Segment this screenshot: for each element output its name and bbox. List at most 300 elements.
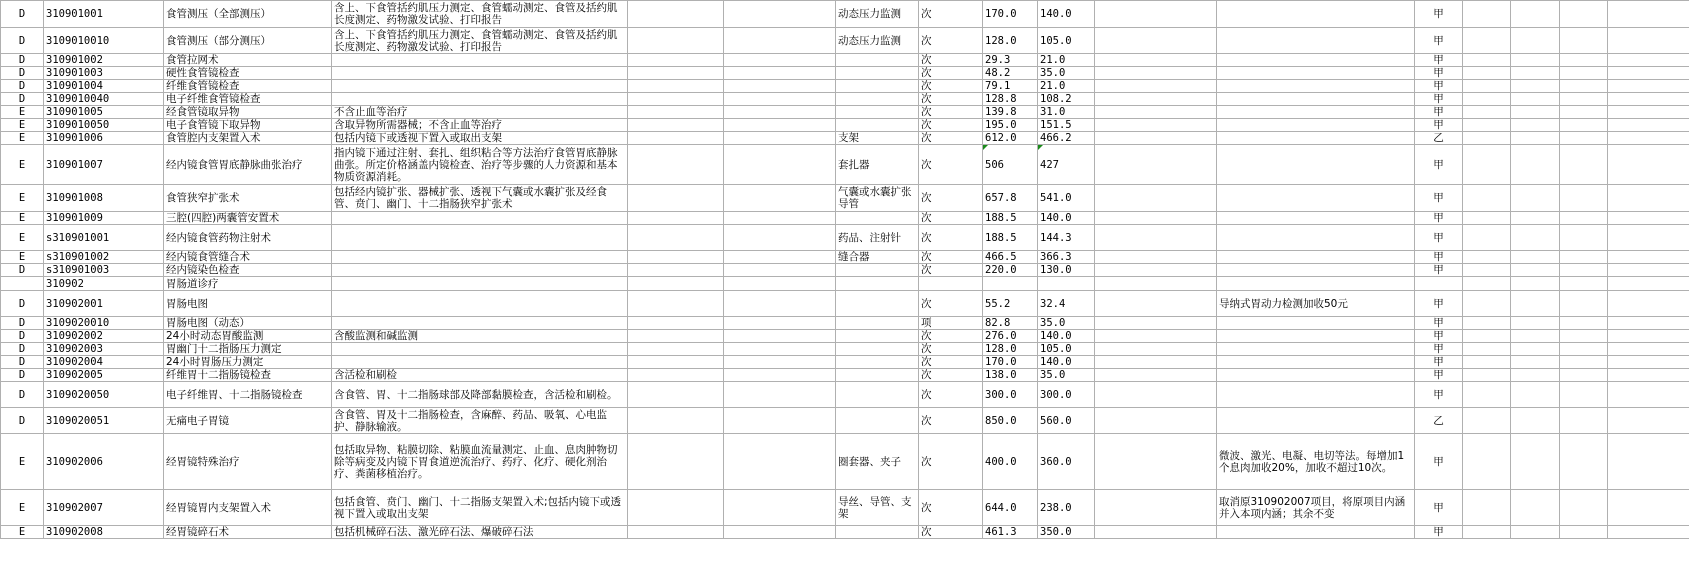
item-name-cell[interactable]: 食管拉网术 <box>164 54 332 67</box>
price-1-cell[interactable]: 850.0 <box>983 408 1038 434</box>
empty-cell[interactable] <box>1095 382 1217 408</box>
price-2-cell[interactable]: 360.0 <box>1038 434 1095 490</box>
price-2-cell[interactable]: 35.0 <box>1038 67 1095 80</box>
item-code-cell[interactable]: 310902007 <box>44 490 164 526</box>
excluded-items-cell[interactable]: 支架 <box>836 132 919 145</box>
empty-cell[interactable] <box>1560 526 1608 539</box>
empty-cell[interactable] <box>1511 264 1560 277</box>
unit-cell[interactable]: 次 <box>919 225 983 251</box>
empty-cell[interactable] <box>628 212 724 225</box>
price-1-cell[interactable]: 79.1 <box>983 80 1038 93</box>
empty-cell[interactable] <box>724 251 836 264</box>
empty-cell[interactable] <box>1463 291 1511 317</box>
item-content-cell[interactable] <box>332 93 628 106</box>
empty-cell[interactable] <box>1095 106 1217 119</box>
item-content-cell[interactable]: 含活检和刷检 <box>332 369 628 382</box>
item-content-cell[interactable] <box>332 54 628 67</box>
unit-cell[interactable]: 次 <box>919 145 983 185</box>
empty-cell[interactable] <box>628 225 724 251</box>
item-content-cell[interactable] <box>332 251 628 264</box>
empty-cell[interactable] <box>1095 1 1217 28</box>
empty-cell[interactable] <box>1511 67 1560 80</box>
empty-cell[interactable] <box>724 369 836 382</box>
empty-cell[interactable] <box>1560 54 1608 67</box>
empty-cell[interactable] <box>724 212 836 225</box>
item-code-cell[interactable]: s310901003 <box>44 264 164 277</box>
empty-cell[interactable] <box>724 382 836 408</box>
empty-cell[interactable] <box>724 264 836 277</box>
empty-cell[interactable] <box>1608 80 1689 93</box>
empty-cell[interactable] <box>1608 291 1689 317</box>
empty-cell[interactable] <box>1511 212 1560 225</box>
excluded-items-cell[interactable]: 动态压力监测 <box>836 28 919 54</box>
unit-cell[interactable]: 次 <box>919 212 983 225</box>
category-cell[interactable]: 甲 <box>1415 185 1463 212</box>
row-type-cell[interactable]: D <box>1 330 44 343</box>
note-cell[interactable] <box>1217 264 1415 277</box>
empty-cell[interactable] <box>1095 356 1217 369</box>
unit-cell[interactable]: 次 <box>919 343 983 356</box>
category-cell[interactable]: 甲 <box>1415 225 1463 251</box>
empty-cell[interactable] <box>628 317 724 330</box>
empty-cell[interactable] <box>724 106 836 119</box>
price-2-cell[interactable]: 541.0 <box>1038 185 1095 212</box>
empty-cell[interactable] <box>1511 93 1560 106</box>
empty-cell[interactable] <box>1463 145 1511 185</box>
row-type-cell[interactable]: E <box>1 526 44 539</box>
empty-cell[interactable] <box>1095 80 1217 93</box>
empty-cell[interactable] <box>724 1 836 28</box>
empty-cell[interactable] <box>1560 185 1608 212</box>
price-2-cell[interactable]: 427 <box>1038 145 1095 185</box>
row-type-cell[interactable]: D <box>1 382 44 408</box>
empty-cell[interactable] <box>1463 277 1511 291</box>
category-cell[interactable]: 乙 <box>1415 132 1463 145</box>
empty-cell[interactable] <box>1511 1 1560 28</box>
row-type-cell[interactable]: E <box>1 434 44 490</box>
item-content-cell[interactable]: 含酸监测和碱监测 <box>332 330 628 343</box>
empty-cell[interactable] <box>724 145 836 185</box>
unit-cell[interactable]: 次 <box>919 369 983 382</box>
empty-cell[interactable] <box>1560 106 1608 119</box>
empty-cell[interactable] <box>1095 369 1217 382</box>
excluded-items-cell[interactable] <box>836 382 919 408</box>
empty-cell[interactable] <box>724 291 836 317</box>
empty-cell[interactable] <box>1511 28 1560 54</box>
unit-cell[interactable]: 次 <box>919 251 983 264</box>
price-2-cell[interactable]: 140.0 <box>1038 212 1095 225</box>
excluded-items-cell[interactable] <box>836 54 919 67</box>
item-name-cell[interactable]: 胃肠电图（动态） <box>164 317 332 330</box>
empty-cell[interactable] <box>1095 93 1217 106</box>
item-name-cell[interactable]: 食管测压（部分测压） <box>164 28 332 54</box>
item-code-cell[interactable]: 310901003 <box>44 67 164 80</box>
category-cell[interactable]: 甲 <box>1415 119 1463 132</box>
unit-cell[interactable]: 次 <box>919 490 983 526</box>
empty-cell[interactable] <box>1511 119 1560 132</box>
item-name-cell[interactable]: 食管腔内支架置入术 <box>164 132 332 145</box>
empty-cell[interactable] <box>1511 225 1560 251</box>
item-name-cell[interactable]: 经内镜染色检查 <box>164 264 332 277</box>
item-name-cell[interactable]: 胃幽门十二指肠压力测定 <box>164 343 332 356</box>
empty-cell[interactable] <box>724 434 836 490</box>
price-1-cell[interactable]: 170.0 <box>983 1 1038 28</box>
empty-cell[interactable] <box>724 526 836 539</box>
price-2-cell[interactable]: 21.0 <box>1038 54 1095 67</box>
excluded-items-cell[interactable] <box>836 93 919 106</box>
note-cell[interactable]: 微波、激光、电凝、电切等法。每增加1个息肉加收20%，加收不超过10次。 <box>1217 434 1415 490</box>
unit-cell[interactable]: 次 <box>919 1 983 28</box>
empty-cell[interactable] <box>1095 526 1217 539</box>
empty-cell[interactable] <box>1511 145 1560 185</box>
empty-cell[interactable] <box>1608 330 1689 343</box>
empty-cell[interactable] <box>628 264 724 277</box>
note-cell[interactable] <box>1217 212 1415 225</box>
item-name-cell[interactable]: 纤维胃十二指肠镜检查 <box>164 369 332 382</box>
empty-cell[interactable] <box>1095 343 1217 356</box>
empty-cell[interactable] <box>1463 1 1511 28</box>
item-name-cell[interactable]: 经胃镜胃内支架置入术 <box>164 490 332 526</box>
price-2-cell[interactable]: 105.0 <box>1038 343 1095 356</box>
empty-cell[interactable] <box>724 317 836 330</box>
empty-cell[interactable] <box>1511 54 1560 67</box>
empty-cell[interactable] <box>1511 330 1560 343</box>
empty-cell[interactable] <box>1095 277 1217 291</box>
item-content-cell[interactable] <box>332 80 628 93</box>
excluded-items-cell[interactable] <box>836 343 919 356</box>
unit-cell[interactable]: 次 <box>919 93 983 106</box>
item-code-cell[interactable]: 3109010010 <box>44 28 164 54</box>
empty-cell[interactable] <box>1560 225 1608 251</box>
item-content-cell[interactable]: 含上、下食管括约肌压力测定、食管蠕动测定、食管及括约肌长度测定、药物激发试验、打印报告 <box>332 1 628 28</box>
empty-cell[interactable] <box>1095 330 1217 343</box>
note-cell[interactable] <box>1217 80 1415 93</box>
empty-cell[interactable] <box>1463 343 1511 356</box>
price-1-cell[interactable]: 400.0 <box>983 434 1038 490</box>
item-code-cell[interactable]: 310902005 <box>44 369 164 382</box>
empty-cell[interactable] <box>1463 526 1511 539</box>
price-1-cell[interactable]: 188.5 <box>983 225 1038 251</box>
item-code-cell[interactable]: 3109010050 <box>44 119 164 132</box>
item-code-cell[interactable]: 310901007 <box>44 145 164 185</box>
price-1-cell[interactable]: 300.0 <box>983 382 1038 408</box>
item-code-cell[interactable]: 310901004 <box>44 80 164 93</box>
excluded-items-cell[interactable] <box>836 408 919 434</box>
price-1-cell[interactable]: 657.8 <box>983 185 1038 212</box>
item-name-cell[interactable]: 胃肠电图 <box>164 291 332 317</box>
empty-cell[interactable] <box>1463 251 1511 264</box>
note-cell[interactable]: 导纳式胃动力检测加收50元 <box>1217 291 1415 317</box>
empty-cell[interactable] <box>628 185 724 212</box>
unit-cell[interactable]: 次 <box>919 526 983 539</box>
empty-cell[interactable] <box>628 54 724 67</box>
category-cell[interactable]: 甲 <box>1415 28 1463 54</box>
empty-cell[interactable] <box>1511 369 1560 382</box>
empty-cell[interactable] <box>1608 490 1689 526</box>
empty-cell[interactable] <box>1560 132 1608 145</box>
row-type-cell[interactable] <box>1 277 44 291</box>
row-type-cell[interactable]: D <box>1 28 44 54</box>
item-content-cell[interactable]: 含取异物所需器械；不含止血等治疗 <box>332 119 628 132</box>
item-code-cell[interactable]: 310901006 <box>44 132 164 145</box>
price-1-cell[interactable]: 220.0 <box>983 264 1038 277</box>
price-2-cell[interactable]: 350.0 <box>1038 526 1095 539</box>
empty-cell[interactable] <box>628 132 724 145</box>
category-cell[interactable]: 甲 <box>1415 67 1463 80</box>
category-cell[interactable]: 甲 <box>1415 382 1463 408</box>
empty-cell[interactable] <box>1560 356 1608 369</box>
price-2-cell[interactable]: 140.0 <box>1038 1 1095 28</box>
unit-cell[interactable]: 次 <box>919 356 983 369</box>
empty-cell[interactable] <box>1463 212 1511 225</box>
empty-cell[interactable] <box>1511 251 1560 264</box>
empty-cell[interactable] <box>1511 490 1560 526</box>
category-cell[interactable]: 甲 <box>1415 1 1463 28</box>
item-content-cell[interactable] <box>332 264 628 277</box>
unit-cell[interactable]: 次 <box>919 434 983 490</box>
note-cell[interactable] <box>1217 382 1415 408</box>
price-1-cell[interactable]: 138.0 <box>983 369 1038 382</box>
item-content-cell[interactable] <box>332 212 628 225</box>
empty-cell[interactable] <box>1095 185 1217 212</box>
row-type-cell[interactable]: E <box>1 132 44 145</box>
item-name-cell[interactable]: 电子食管镜下取异物 <box>164 119 332 132</box>
price-1-cell[interactable]: 128.0 <box>983 28 1038 54</box>
item-code-cell[interactable]: 310902006 <box>44 434 164 490</box>
price-2-cell[interactable]: 130.0 <box>1038 264 1095 277</box>
item-code-cell[interactable]: 3109020051 <box>44 408 164 434</box>
empty-cell[interactable] <box>1095 264 1217 277</box>
item-content-cell[interactable] <box>332 67 628 80</box>
excluded-items-cell[interactable]: 导丝、导管、支架 <box>836 490 919 526</box>
unit-cell[interactable]: 次 <box>919 119 983 132</box>
empty-cell[interactable] <box>724 67 836 80</box>
category-cell[interactable]: 甲 <box>1415 490 1463 526</box>
empty-cell[interactable] <box>1463 330 1511 343</box>
empty-cell[interactable] <box>1560 212 1608 225</box>
price-1-cell[interactable] <box>983 277 1038 291</box>
price-2-cell[interactable]: 144.3 <box>1038 225 1095 251</box>
item-content-cell[interactable]: 含食管、胃、十二指肠球部及降部黏膜检查，含活检和刷检。 <box>332 382 628 408</box>
note-cell[interactable] <box>1217 93 1415 106</box>
note-cell[interactable] <box>1217 330 1415 343</box>
empty-cell[interactable] <box>724 28 836 54</box>
empty-cell[interactable] <box>628 382 724 408</box>
note-cell[interactable] <box>1217 119 1415 132</box>
empty-cell[interactable] <box>1608 317 1689 330</box>
price-2-cell[interactable]: 35.0 <box>1038 369 1095 382</box>
note-cell[interactable] <box>1217 185 1415 212</box>
empty-cell[interactable] <box>628 67 724 80</box>
price-2-cell[interactable]: 21.0 <box>1038 80 1095 93</box>
empty-cell[interactable] <box>1608 132 1689 145</box>
empty-cell[interactable] <box>724 119 836 132</box>
item-name-cell[interactable]: 经胃镜特殊治疗 <box>164 434 332 490</box>
excluded-items-cell[interactable] <box>836 264 919 277</box>
unit-cell[interactable]: 次 <box>919 28 983 54</box>
price-1-cell[interactable]: 188.5 <box>983 212 1038 225</box>
price-2-cell[interactable]: 366.3 <box>1038 251 1095 264</box>
row-type-cell[interactable]: D <box>1 80 44 93</box>
price-2-cell[interactable]: 31.0 <box>1038 106 1095 119</box>
empty-cell[interactable] <box>628 369 724 382</box>
note-cell[interactable] <box>1217 317 1415 330</box>
excluded-items-cell[interactable]: 气囊或水囊扩张导管 <box>836 185 919 212</box>
item-name-cell[interactable]: 食管测压（全部测压） <box>164 1 332 28</box>
empty-cell[interactable] <box>1608 28 1689 54</box>
item-code-cell[interactable]: 3109020050 <box>44 382 164 408</box>
empty-cell[interactable] <box>1511 106 1560 119</box>
row-type-cell[interactable]: E <box>1 212 44 225</box>
category-cell[interactable]: 甲 <box>1415 291 1463 317</box>
empty-cell[interactable] <box>628 343 724 356</box>
item-code-cell[interactable]: 310902001 <box>44 291 164 317</box>
price-1-cell[interactable]: 276.0 <box>983 330 1038 343</box>
empty-cell[interactable] <box>1560 264 1608 277</box>
price-1-cell[interactable]: 461.3 <box>983 526 1038 539</box>
category-cell[interactable]: 甲 <box>1415 264 1463 277</box>
note-cell[interactable] <box>1217 408 1415 434</box>
empty-cell[interactable] <box>1511 408 1560 434</box>
item-code-cell[interactable]: 3109020010 <box>44 317 164 330</box>
empty-cell[interactable] <box>1463 369 1511 382</box>
empty-cell[interactable] <box>1095 119 1217 132</box>
category-cell[interactable]: 甲 <box>1415 80 1463 93</box>
excluded-items-cell[interactable] <box>836 369 919 382</box>
empty-cell[interactable] <box>1560 93 1608 106</box>
price-2-cell[interactable]: 105.0 <box>1038 28 1095 54</box>
empty-cell[interactable] <box>1463 67 1511 80</box>
unit-cell[interactable]: 项 <box>919 317 983 330</box>
empty-cell[interactable] <box>1511 277 1560 291</box>
row-type-cell[interactable]: D <box>1 408 44 434</box>
empty-cell[interactable] <box>1095 212 1217 225</box>
empty-cell[interactable] <box>1560 490 1608 526</box>
price-1-cell[interactable]: 506 <box>983 145 1038 185</box>
empty-cell[interactable] <box>724 356 836 369</box>
price-2-cell[interactable] <box>1038 277 1095 291</box>
category-cell[interactable]: 甲 <box>1415 343 1463 356</box>
category-cell[interactable]: 乙 <box>1415 408 1463 434</box>
price-1-cell[interactable]: 55.2 <box>983 291 1038 317</box>
empty-cell[interactable] <box>1463 434 1511 490</box>
item-code-cell[interactable]: 310902003 <box>44 343 164 356</box>
excluded-items-cell[interactable] <box>836 212 919 225</box>
item-name-cell[interactable]: 无痛电子胃镜 <box>164 408 332 434</box>
empty-cell[interactable] <box>628 490 724 526</box>
empty-cell[interactable] <box>1608 264 1689 277</box>
empty-cell[interactable] <box>724 132 836 145</box>
unit-cell[interactable]: 次 <box>919 67 983 80</box>
empty-cell[interactable] <box>1608 382 1689 408</box>
note-cell[interactable] <box>1217 1 1415 28</box>
empty-cell[interactable] <box>1608 526 1689 539</box>
excluded-items-cell[interactable]: 圈套器、夹子 <box>836 434 919 490</box>
empty-cell[interactable] <box>724 93 836 106</box>
empty-cell[interactable] <box>628 356 724 369</box>
note-cell[interactable] <box>1217 225 1415 251</box>
empty-cell[interactable] <box>1463 356 1511 369</box>
category-cell[interactable]: 甲 <box>1415 317 1463 330</box>
empty-cell[interactable] <box>1560 67 1608 80</box>
item-content-cell[interactable]: 不含止血等治疗 <box>332 106 628 119</box>
row-type-cell[interactable]: E <box>1 490 44 526</box>
row-type-cell[interactable]: D <box>1 369 44 382</box>
empty-cell[interactable] <box>724 408 836 434</box>
empty-cell[interactable] <box>628 106 724 119</box>
empty-cell[interactable] <box>628 408 724 434</box>
item-content-cell[interactable] <box>332 317 628 330</box>
empty-cell[interactable] <box>1463 382 1511 408</box>
empty-cell[interactable] <box>1463 185 1511 212</box>
price-2-cell[interactable]: 300.0 <box>1038 382 1095 408</box>
price-1-cell[interactable]: 195.0 <box>983 119 1038 132</box>
price-1-cell[interactable]: 128.8 <box>983 93 1038 106</box>
note-cell[interactable] <box>1217 369 1415 382</box>
empty-cell[interactable] <box>1560 251 1608 264</box>
price-1-cell[interactable]: 170.0 <box>983 356 1038 369</box>
empty-cell[interactable] <box>628 330 724 343</box>
empty-cell[interactable] <box>628 526 724 539</box>
empty-cell[interactable] <box>724 225 836 251</box>
excluded-items-cell[interactable] <box>836 67 919 80</box>
empty-cell[interactable] <box>628 1 724 28</box>
excluded-items-cell[interactable] <box>836 106 919 119</box>
excluded-items-cell[interactable]: 套扎器 <box>836 145 919 185</box>
empty-cell[interactable] <box>1608 356 1689 369</box>
category-cell[interactable] <box>1415 277 1463 291</box>
excluded-items-cell[interactable] <box>836 119 919 132</box>
empty-cell[interactable] <box>724 330 836 343</box>
row-type-cell[interactable]: E <box>1 185 44 212</box>
empty-cell[interactable] <box>1608 67 1689 80</box>
note-cell[interactable] <box>1217 277 1415 291</box>
item-content-cell[interactable]: 包括取异物、粘膜切除、粘膜血流量测定、止血、息肉肿物切除等病变及内镜下胃食道逆流治疗、药疗、化疗、硬化剂治疗、粪菌移植治疗。 <box>332 434 628 490</box>
empty-cell[interactable] <box>628 93 724 106</box>
excluded-items-cell[interactable] <box>836 80 919 93</box>
empty-cell[interactable] <box>1511 80 1560 93</box>
item-code-cell[interactable]: 310902008 <box>44 526 164 539</box>
unit-cell[interactable]: 次 <box>919 330 983 343</box>
empty-cell[interactable] <box>1608 119 1689 132</box>
empty-cell[interactable] <box>628 119 724 132</box>
empty-cell[interactable] <box>1560 28 1608 54</box>
empty-cell[interactable] <box>724 490 836 526</box>
item-content-cell[interactable]: 指内镜下通过注射、套扎、组织粘合等方法治疗食管胃底静脉曲张。所定价格涵盖内镜检查、治疗等步骤的人力资源和基本物质资源消耗。 <box>332 145 628 185</box>
item-content-cell[interactable]: 包括食管、贲门、幽门、十二指肠支架置入术;包括内镜下或透视下置入或取出支架 <box>332 490 628 526</box>
unit-cell[interactable]: 次 <box>919 408 983 434</box>
row-type-cell[interactable]: D <box>1 93 44 106</box>
empty-cell[interactable] <box>1095 490 1217 526</box>
item-name-cell[interactable]: 24小时胃肠压力测定 <box>164 356 332 369</box>
category-cell[interactable]: 甲 <box>1415 369 1463 382</box>
excluded-items-cell[interactable]: 缝合器 <box>836 251 919 264</box>
empty-cell[interactable] <box>1463 80 1511 93</box>
item-name-cell[interactable]: 硬性食管镜检查 <box>164 67 332 80</box>
empty-cell[interactable] <box>724 54 836 67</box>
item-name-cell[interactable]: 24小时动态胃酸监测 <box>164 330 332 343</box>
excluded-items-cell[interactable] <box>836 317 919 330</box>
empty-cell[interactable] <box>628 434 724 490</box>
unit-cell[interactable] <box>919 277 983 291</box>
unit-cell[interactable]: 次 <box>919 80 983 93</box>
empty-cell[interactable] <box>1608 434 1689 490</box>
empty-cell[interactable] <box>1560 369 1608 382</box>
empty-cell[interactable] <box>628 291 724 317</box>
empty-cell[interactable] <box>1608 225 1689 251</box>
empty-cell[interactable] <box>1511 132 1560 145</box>
row-type-cell[interactable]: D <box>1 356 44 369</box>
